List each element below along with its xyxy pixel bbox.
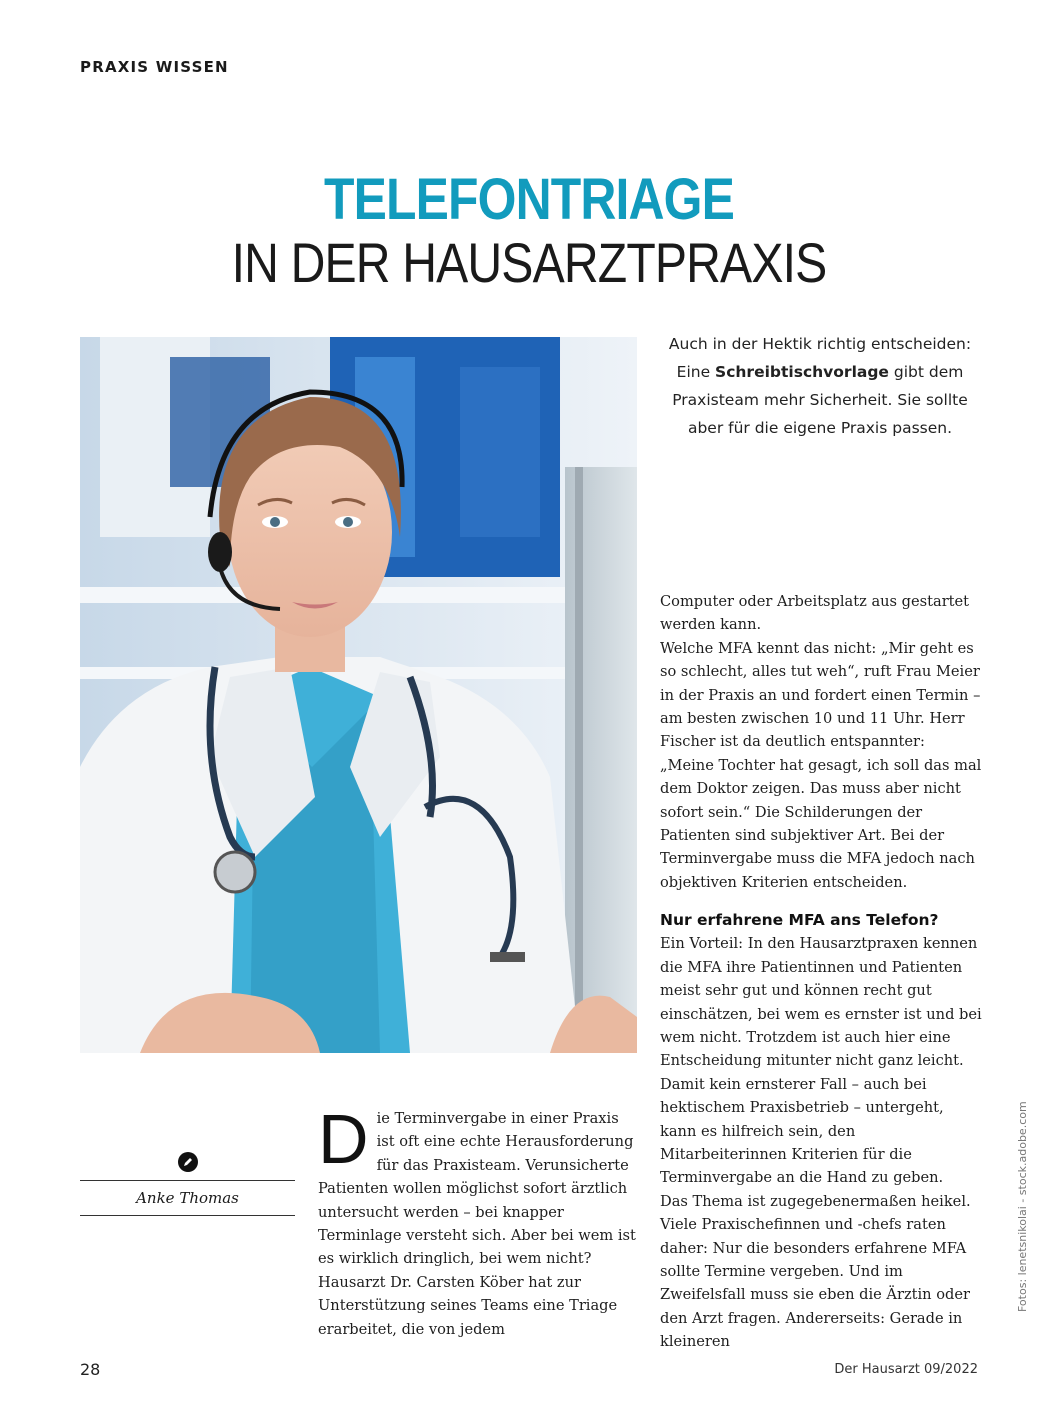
author-name: Anke Thomas	[136, 1189, 239, 1207]
intro-text-end: gibt dem Praxisteam mehr Sicherheit. Sie sollte aber für die eigene Praxis passen.	[672, 363, 968, 437]
pen-icon	[178, 1152, 198, 1172]
article-paragraph: ie Terminvergabe in einer Praxis ist oft eine echte Herausforderung für das Praxisteam. Verunsicherte Patienten wollen möglichst sofort ärztlich untersucht werden – bei knapper Terminlage versteht sich. Aber bei wem ist es wirklich dringlich, bei wem nicht? Hausarzt Dr. Carsten Köber hat zur Unterstützung seines Teams eine Triage erarbeitet, die von jedem	[318, 1110, 636, 1338]
section-label: PRAXIS WISSEN	[80, 58, 229, 76]
photo-credit: Fotos: lenetsnikolai - stock.adobe.com	[1016, 1101, 1029, 1312]
headline-secondary: IN DER HAUSARZTPRAXIS	[231, 231, 827, 294]
article-paragraph: Das Thema ist zugegebenermaßen heikel. Viele Praxischefinnen und -chefs raten daher: Nur die besonders erfahrene MFA sollte Termine vergeben. Und im Zweifelsfall muss sie eben die Ärztin oder den Arzt fragen. Andererseits: Gerade in kleineren	[660, 1192, 971, 1351]
page-number: 28	[80, 1360, 101, 1379]
intro-highlight: Schreibtischvorlage	[715, 363, 889, 381]
intro-teaser	[660, 330, 980, 442]
article-paragraph: Computer oder Arbeitsplatz aus gestartet werden kann.	[660, 593, 970, 634]
author-box	[80, 1152, 295, 1216]
article-subheading: Nur erfahrene MFA ans Telefon?	[660, 911, 939, 930]
article-column-right	[660, 590, 982, 1354]
intro-text-start: Auch in der Hektik richtig entscheiden: Eine	[668, 335, 972, 381]
headline-primary: TELEFONTRIAGE	[323, 167, 735, 232]
article-column-middle	[318, 1100, 636, 1341]
article-photo	[80, 337, 637, 1053]
author-rule-bottom	[80, 1215, 295, 1216]
article-paragraph: Ein Vorteil: In den Hausarztpraxen kennen die MFA ihre Patientinnen und Patienten meist sehr gut und können recht gut einschätzen, bei wem es ernster ist und bei wem nicht. Trotzdem ist auch hier eine Entscheidung mitunter nicht ganz leicht. Damit kein ernsterer Fall – auch bei hektischem Praxisbetrieb – untergeht, kann es hilfreich sein, den Mitarbeiterinnen Kriterien für die Terminvergabe an die Hand zu geben.	[660, 935, 982, 1187]
article-paragraph: Welche MFA kennt das nicht: „Mir geht es so schlecht, alles tut weh“, ruft Frau Meier in der Praxis an und fordert einen Termin – am besten zwischen 10 und 11 Uhr. Herr Fischer ist da deutlich entspannter: „Meine Tochter hat gesagt, ich soll das mal dem Doktor zeigen. Das muss aber nicht sofort sein.“ Die Schilderungen der Patienten sind subjektiver Art. Bei der Terminvergabe muss die MFA jedoch nach objektiven Kriterien entscheiden.	[660, 639, 982, 891]
dropcap: D	[318, 1100, 369, 1178]
issue-label: Der Hausarzt 09/2022	[834, 1362, 978, 1377]
